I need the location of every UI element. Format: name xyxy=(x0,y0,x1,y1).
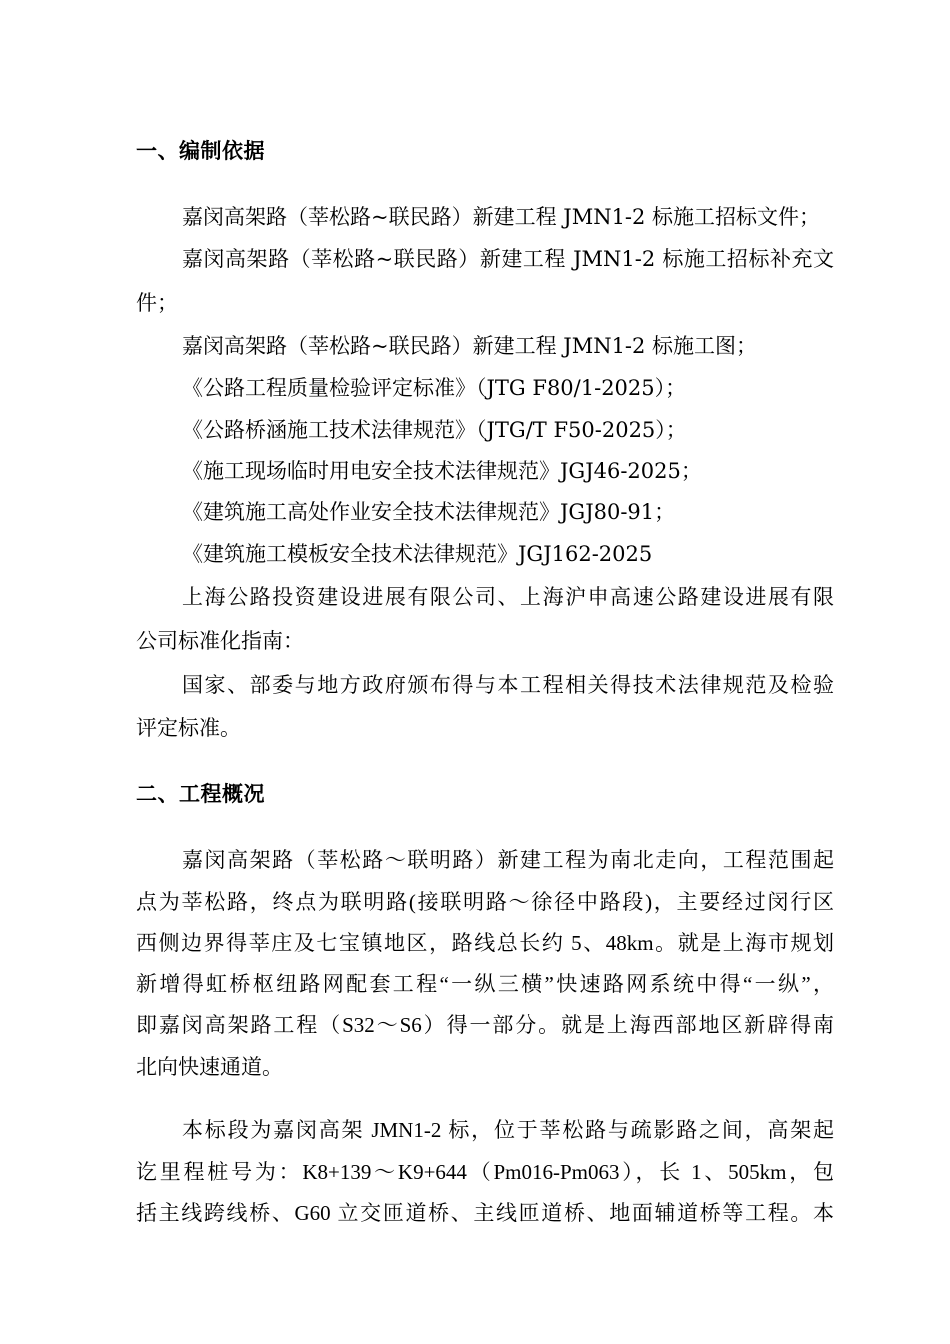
overview-para1-line6: 北向快速通道。 xyxy=(136,1055,283,1079)
basis-item-national-standards: 国家、部委与地方政府颁布得与本工程相关得技术法律规范及检验 xyxy=(182,673,834,697)
overview-para2-line2: 讫里程桩号为：K8+139～K9+644（Pm016-Pm063），长 1、505km，包 xyxy=(136,1160,834,1184)
basis-item-standard-f50: 《公路桥涵施工技术法律规范》（JTG/T F50-2025）； xyxy=(182,418,687,442)
basis-item-tender-doc: 嘉闵高架路（莘松路~联民路）新建工程 JMN1-2 标施工招标文件； xyxy=(182,205,821,229)
overview-para1-line2: 点为莘松路，终点为联明路(接联明路～徐径中路段)，主要经过闵行区 xyxy=(136,890,834,914)
section-heading-overview: 二、工程概况 xyxy=(136,781,265,806)
basis-item-jgj162: 《建筑施工模板安全技术法律规范》JGJ162-2025 xyxy=(182,542,653,566)
basis-item-jgj46: 《施工现场临时用电安全技术法律规范》JGJ46-2025； xyxy=(182,459,702,483)
basis-item-national-standards-cont: 评定标准。 xyxy=(136,716,241,740)
basis-item-guideline: 上海公路投资建设进展有限公司、上海沪申高速公路建设进展有限 xyxy=(182,585,834,609)
basis-item-tender-supplement-cont: 件； xyxy=(136,291,178,315)
overview-para1-line1: 嘉闵高架路（莘松路～联明路）新建工程为南北走向，工程范围起 xyxy=(182,848,834,872)
basis-item-jgj80: 《建筑施工高处作业安全技术法律规范》JGJ80-91； xyxy=(182,500,676,524)
basis-item-tender-supplement: 嘉闵高架路（莘松路~联民路）新建工程 JMN1-2 标施工招标补充文 xyxy=(182,247,834,271)
overview-para2-line3: 括主线跨线桥、G60 立交匝道桥、主线匝道桥、地面辅道桥等工程。本 xyxy=(136,1201,834,1225)
overview-para1-line3: 西侧边界得莘庄及七宝镇地区，路线总长约 5、48km。就是上海市规划 xyxy=(136,931,834,955)
basis-item-drawings: 嘉闵高架路（莘松路~联民路）新建工程 JMN1-2 标施工图； xyxy=(182,334,758,358)
overview-para2-line1: 本标段为嘉闵高架 JMN1-2 标，位于莘松路与疏影路之间，高架起 xyxy=(182,1118,834,1142)
basis-item-standard-f80: 《公路工程质量检验评定标准》（JTG F80/1-2025）； xyxy=(182,376,687,400)
overview-para1-line4: 新增得虹桥枢纽路网配套工程“一纵三横”快速路网系统中得“一纵”， xyxy=(136,972,834,996)
section-heading-basis: 一、编制依据 xyxy=(136,138,265,163)
basis-item-guideline-cont: 公司标准化指南： xyxy=(136,629,304,653)
overview-para1-line5: 即嘉闵高架路工程（S32～S6）得一部分。就是上海西部地区新辟得南 xyxy=(136,1013,834,1037)
